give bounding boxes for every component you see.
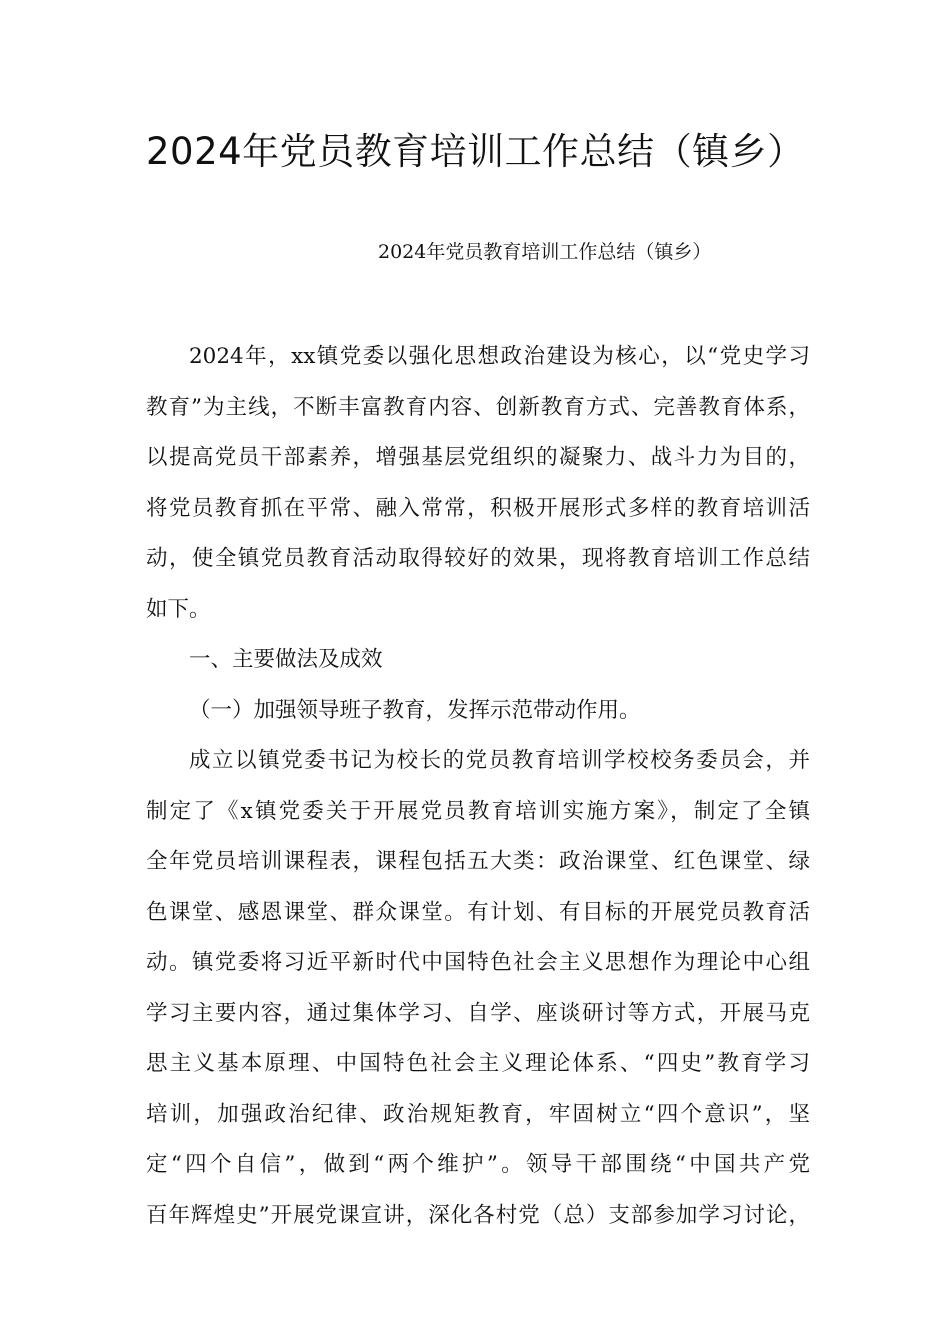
section-heading: 一、主要做法及成效 <box>189 647 383 672</box>
document-subtitle: 2024年党员教育培训工作总结（镇乡） <box>378 241 712 263</box>
paragraph-line: 动，使全镇党员教育活动取得较好的效果，现将教育培训工作总结 <box>146 546 810 571</box>
paragraph-line: 动。镇党委将习近平新时代中国特色社会主义思想作为理论中心组 <box>146 950 810 975</box>
paragraph-line: 教育”为主线，不断丰富教育内容、创新教育方式、完善教育体系， <box>146 394 810 420</box>
document-title: 2024年党员教育培训工作总结（镇乡） <box>146 130 805 173</box>
paragraph-line: 成立以镇党委书记为校长的党员教育培训学校校务委员会，并 <box>189 748 810 773</box>
subsection-heading: （一）加强领导班子教育，发挥示范带动作用。 <box>189 697 641 723</box>
paragraph-line: 色课堂、感恩课堂、群众课堂。有计划、有目标的开展党员教育活 <box>146 899 810 925</box>
paragraph-line: 思主义基本原理、中国特色社会主义理论体系、“四史”教育学习 <box>146 1051 810 1076</box>
paragraph-line: 培训，加强政治纪律、政治规矩教育，牢固树立“四个意识”，坚 <box>146 1101 810 1127</box>
paragraph-line: 以提高党员干部素养，增强基层党组织的凝聚力、战斗力为目的， <box>146 445 810 470</box>
paragraph-line: 如下。 <box>146 596 211 622</box>
paragraph-line: 学习主要内容，通过集体学习、自学、座谈研讨等方式，开展马克 <box>146 1000 810 1026</box>
paragraph-line: 2024年，xx镇党委以强化思想政治建设为核心，以“党史学习 <box>189 344 810 369</box>
paragraph-line: 全年党员培训课程表，课程包括五大类：政治课堂、红色课堂、绿 <box>146 849 810 874</box>
paragraph-line: 制定了《x镇党委关于开展党员教育培训实施方案》，制定了全镇 <box>146 798 810 824</box>
paragraph-line: 百年辉煌史”开展党课宣讲，深化各村党（总）支部参加学习讨论， <box>146 1202 810 1228</box>
paragraph-line: 将党员教育抓在平常、融入常常，积极开展形式多样的教育培训活 <box>146 495 810 521</box>
paragraph-line: 定“四个自信”，做到“两个维护”。领导干部围绕“中国共产党 <box>146 1152 810 1177</box>
document-body <box>146 332 810 1241</box>
